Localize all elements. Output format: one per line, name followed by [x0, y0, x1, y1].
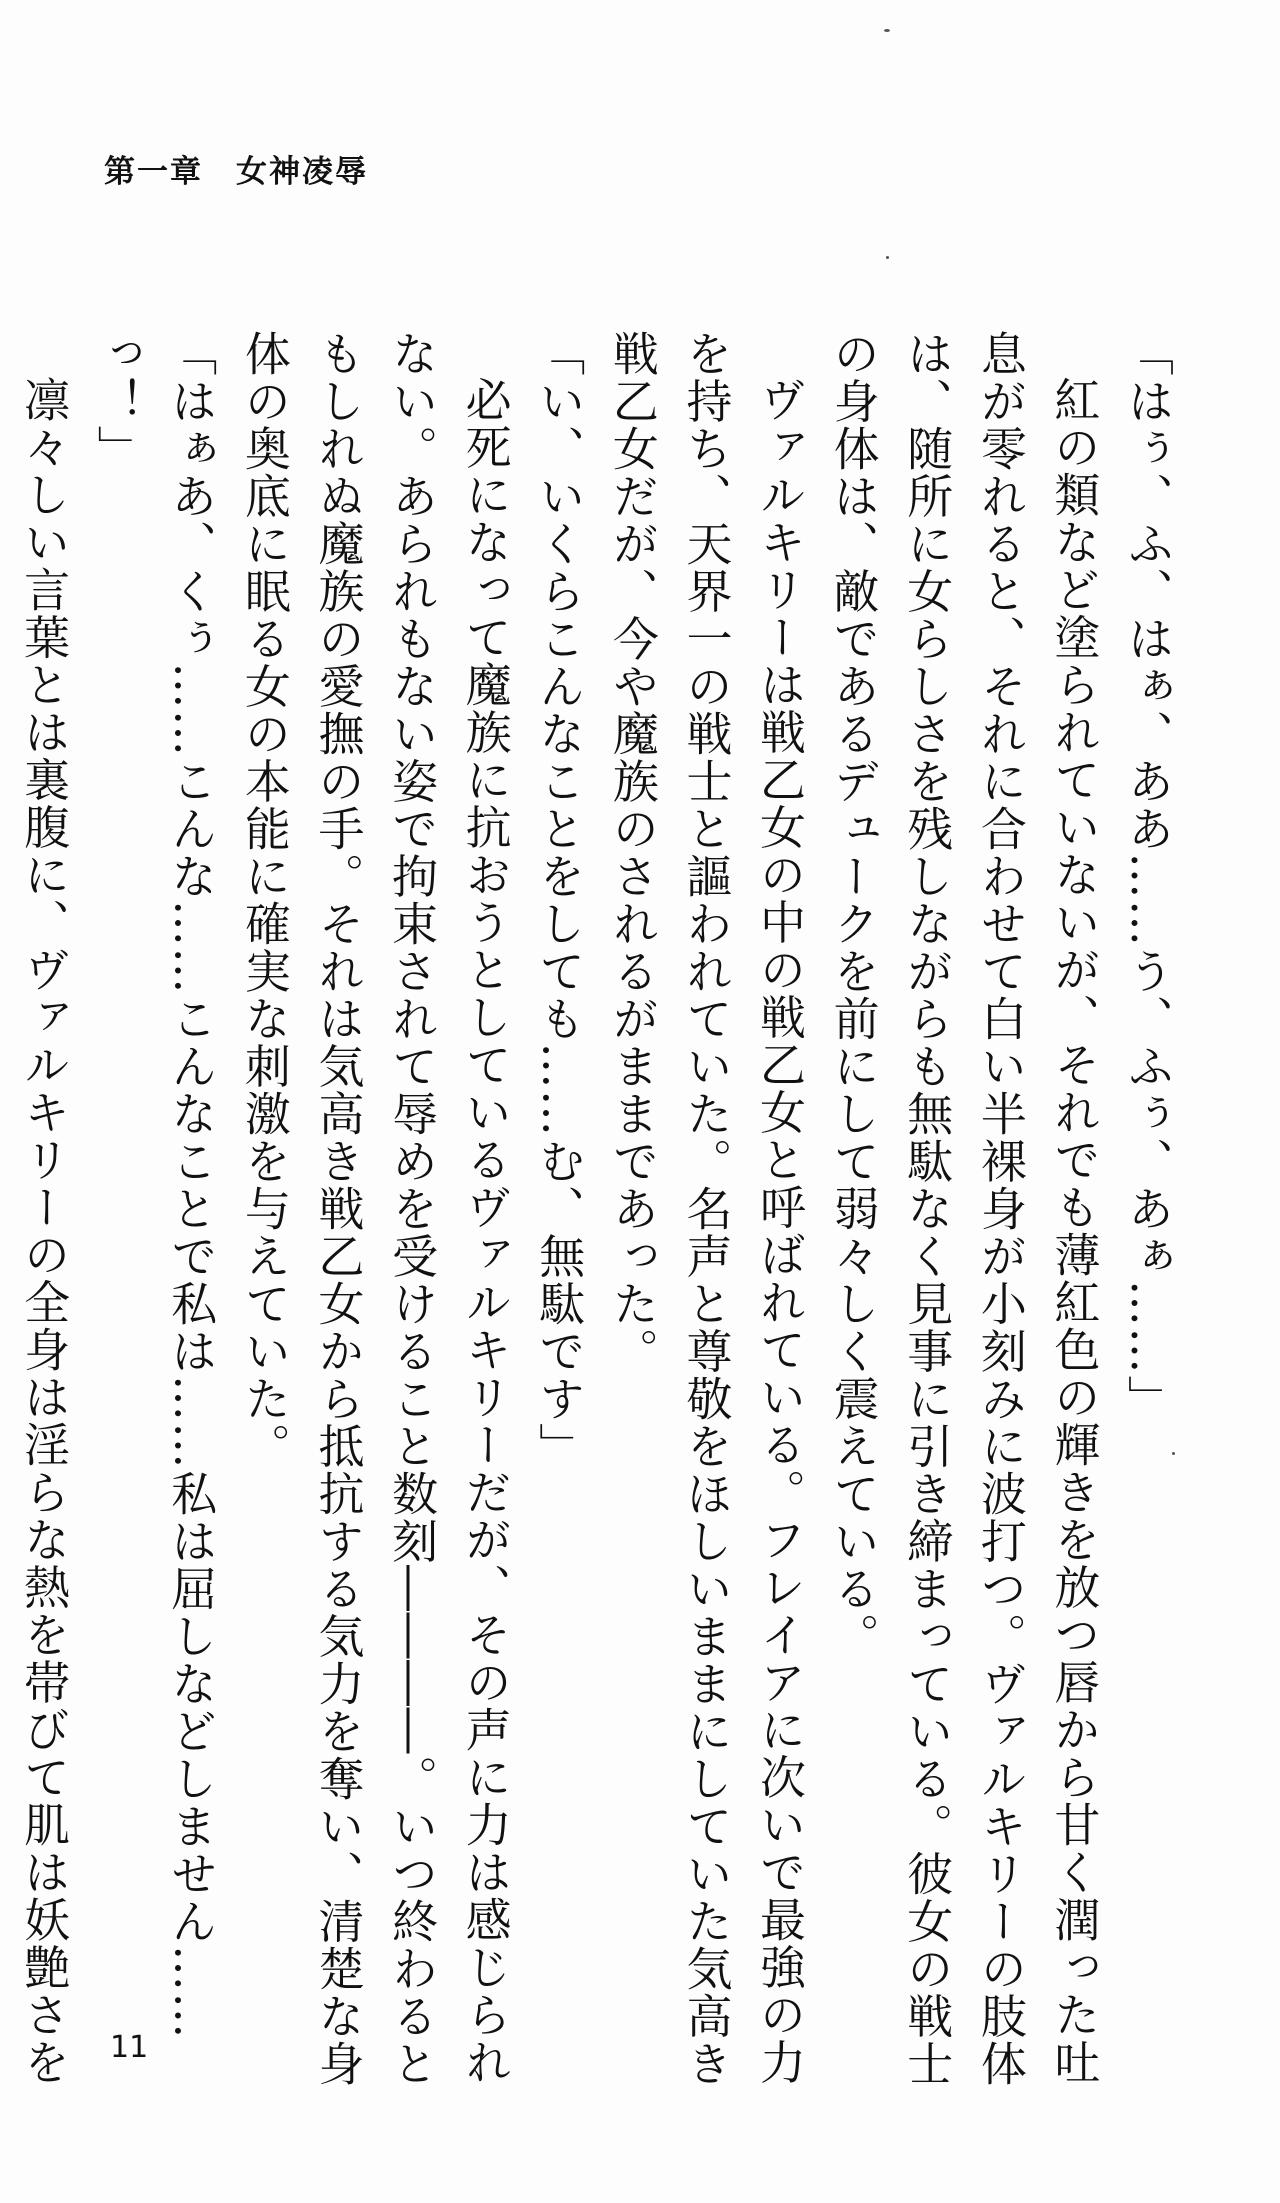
paragraph-dialogue-3: 「はぁあ、くぅ……こんな……こんなことで私は……私は屈しなどしません……っ！」 — [90, 330, 219, 2040]
scan-speck — [1172, 1452, 1175, 1455]
paragraph-dialogue-1: 「はぅ、ふ、はぁ、ああ……う、ふぅ、あぁ……」 — [1121, 330, 1175, 1423]
page-number: 11 — [110, 2030, 149, 2065]
body-text — [17, 330, 1184, 2110]
paragraph-narration-4: 凛々しい言葉とは裏腹に、ヴァルキリーの全身は淫らな熱を帯びて肌は妖艶さを — [17, 376, 72, 2086]
scan-speck — [884, 29, 890, 32]
paragraph-narration-3: 必死になって魔族に抗おうとしているヴァルキリーだが、その声に力は感じられない。あられもない姿で拘束されて辱めを受けること数刻――――。いつ終わるともしれぬ魔族の愛撫の手。それは気高き戦乙女から抵抗する気力を奪い、清楚な身体の奥底に眠る女の本能に確実な刺激を与えていた。 — [237, 330, 513, 2088]
chapter-header: 第一章 女神凌辱 — [104, 154, 368, 190]
paragraph-narration-1: 紅の類など塗られていないが、それでも薄紅色の輝きを放つ唇から甘く潤った吐息が零れると、それに合わせて白い半裸身が小刻みに波打つ。ヴァルキリーの肢体は、随所に女らしさを残しながらも無駄なく見事に引き締まっている。彼女の戦士の身体は、敵であるデュークを前にして弱々しく震えている。 — [826, 330, 1102, 2088]
paragraph-dialogue-2: 「い、いくらこんなことをしても……む、無駄です」 — [532, 330, 587, 1470]
paragraph-narration-2: ヴァルキリーは戦乙女の中の戦乙女と呼ばれている。フレイアに次いで最強の力を持ち、天界一の戦士と謳われていた。名声と尊敬をほしいままにしていた気高き戦乙女だが、今や魔族のされるがままであった。 — [605, 330, 808, 2088]
scan-speck — [886, 256, 889, 259]
